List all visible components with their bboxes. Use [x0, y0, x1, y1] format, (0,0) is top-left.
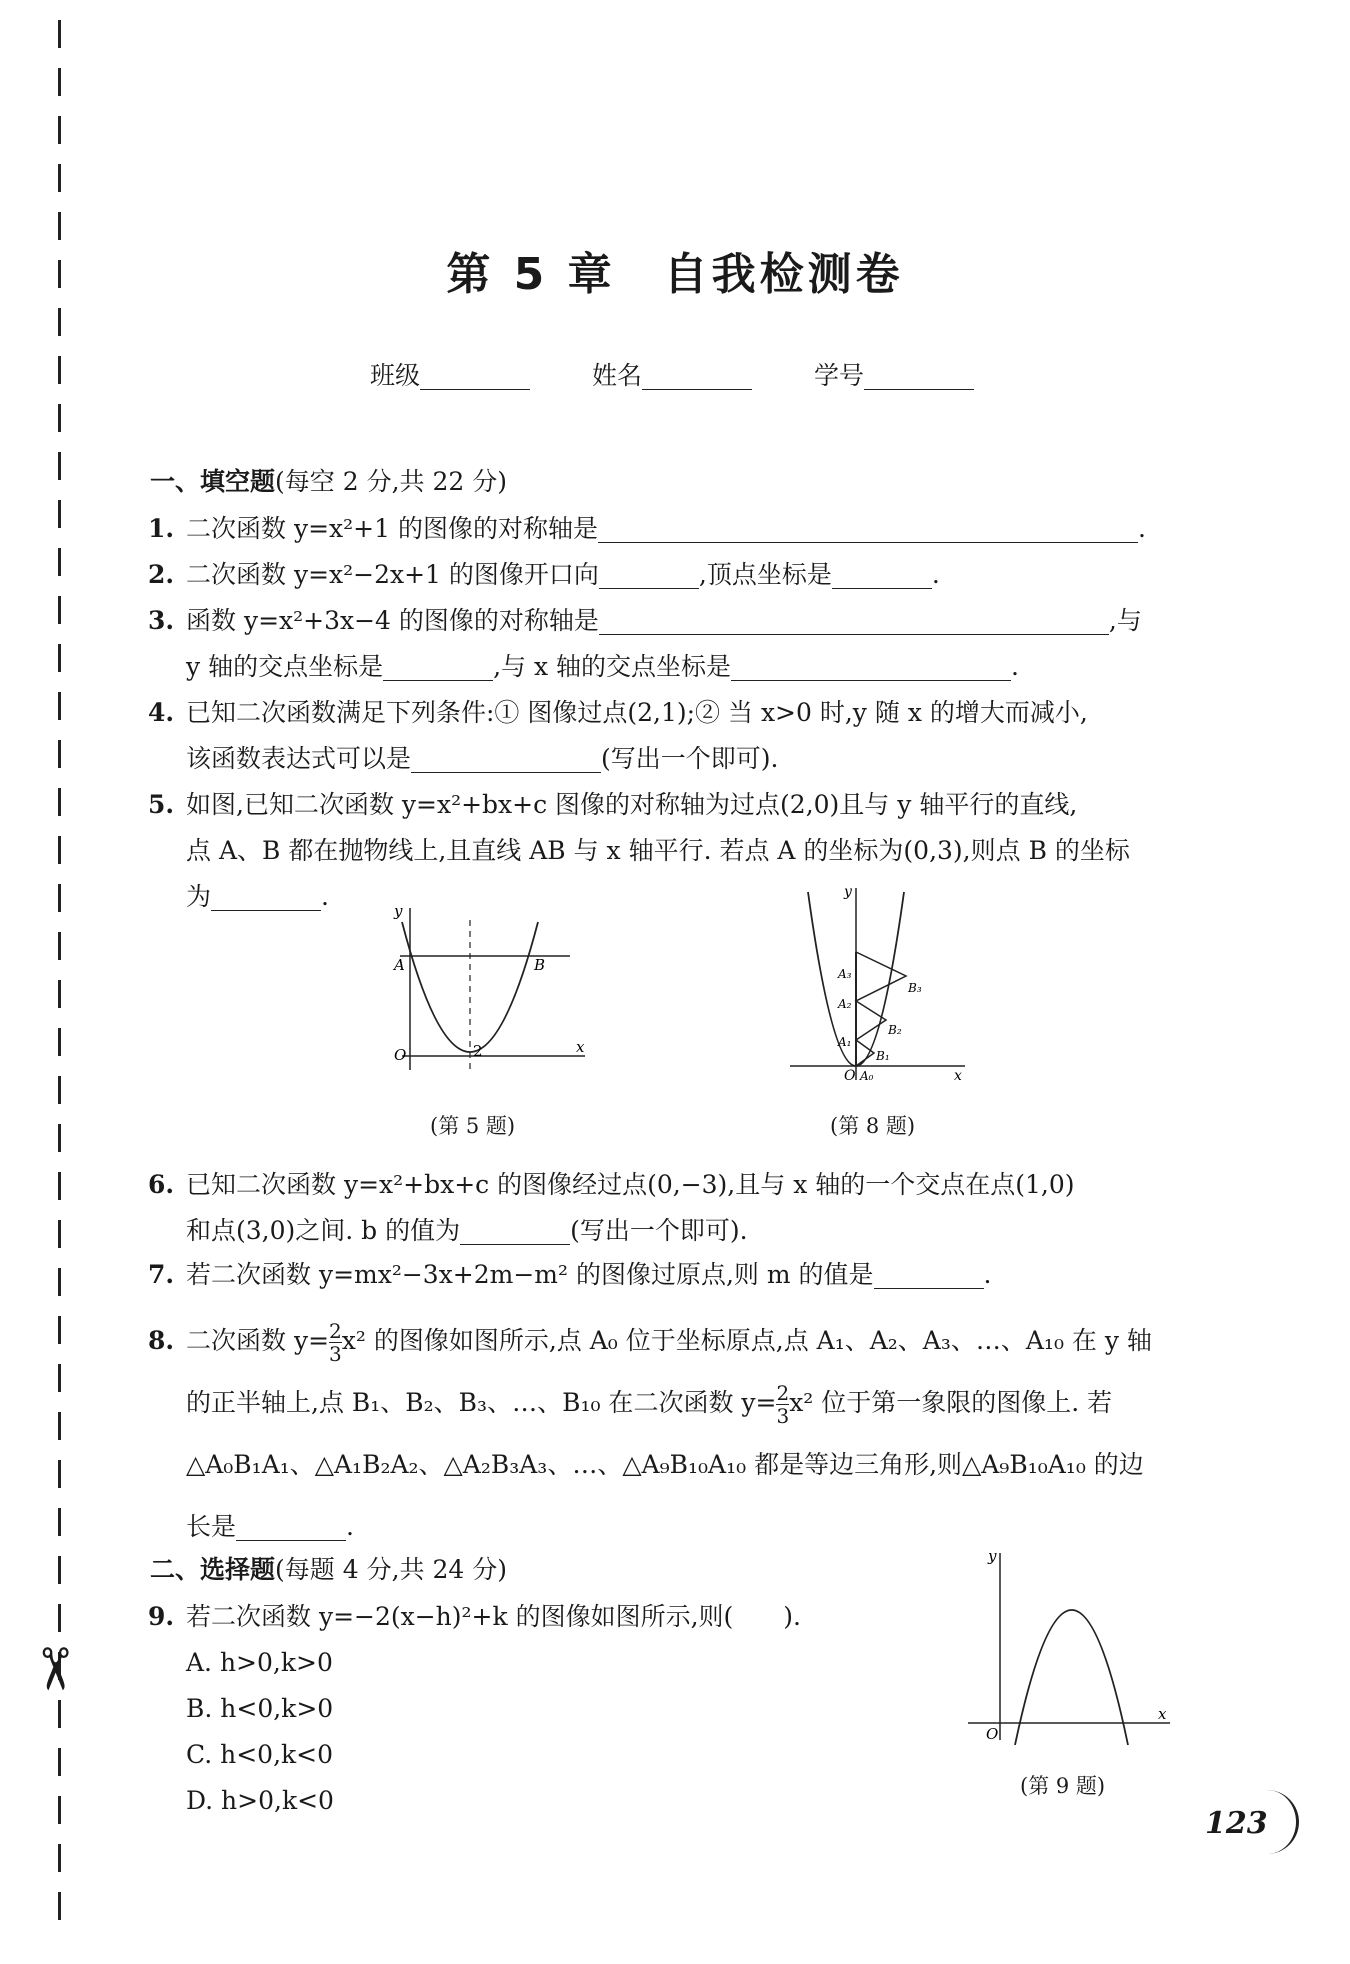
fig8-label-y: y: [844, 884, 852, 900]
fig8-label-x: x: [954, 1068, 962, 1084]
fig5-label-x: x: [576, 1038, 585, 1056]
chapter-label: 第 5 章: [446, 249, 616, 300]
q2-blank-1[interactable]: [599, 562, 699, 589]
q9-option-a[interactable]: A. h>0,k>0: [186, 1648, 333, 1677]
fig9-label-x: x: [1158, 1705, 1167, 1723]
fig8-label-a1: A₁: [838, 1035, 852, 1049]
class-label: 班级: [370, 361, 421, 390]
question-1: 1. 二次函数 y=x²+1 的图像的对称轴是 .: [148, 514, 1146, 543]
fig5-label-2: 2: [473, 1042, 483, 1060]
fig9-label-y: y: [988, 1547, 997, 1565]
student-info: [370, 356, 1028, 392]
page-number-arc: [1262, 1790, 1299, 1854]
question-9: 9. 若二次函数 y=−2(x−h)²+k 的图像如图所示,则( ).: [148, 1602, 801, 1631]
class-blank[interactable]: [420, 363, 530, 390]
fig5-label-o: O: [394, 1046, 407, 1064]
figure-8: [780, 880, 980, 1090]
q6-blank[interactable]: [460, 1218, 570, 1245]
q8-blank[interactable]: [236, 1514, 346, 1541]
page-number: 123: [1205, 1806, 1268, 1841]
q8-fraction-2: $\frac{2}{3}$: [776, 1381, 790, 1428]
section-2-heading: 二、选择题(每题 4 分,共 24 分): [150, 1555, 507, 1584]
id-label: 学号: [813, 361, 864, 390]
q5-blank[interactable]: [211, 884, 321, 911]
fig5-label-y: y: [394, 902, 403, 920]
q9-option-d[interactable]: D. h>0,k<0: [186, 1786, 334, 1815]
fig8-label-a0: A₀: [860, 1069, 874, 1083]
fig9-label-o: O: [986, 1725, 999, 1743]
question-6: 6. 已知二次函数 y=x²+bx+c 的图像经过点(0,−3),且与 x 轴的一个交点在点(1,0) 和点(3,0)之间. b 的值为 (写出一个即可).: [148, 1170, 1075, 1245]
figure-5: [380, 900, 600, 1080]
fig8-label-o: O: [844, 1068, 856, 1084]
q8-fraction-1: $\frac{2}{3}$: [329, 1319, 342, 1366]
name-label: 姓名: [591, 361, 642, 390]
figure-8-caption: (第 8 题): [830, 1114, 916, 1138]
q2-blank-2[interactable]: [832, 562, 932, 589]
fig9-parabola: [1015, 1610, 1128, 1745]
fig8-label-b3: B₃: [908, 981, 922, 995]
fig8-label-a2: A₂: [838, 997, 852, 1011]
page-title: [0, 238, 1350, 302]
q7-blank[interactable]: [874, 1262, 984, 1289]
figure-9-caption: (第 9 题): [1020, 1774, 1106, 1798]
fig8-label-b1: B₁: [876, 1049, 890, 1063]
question-3: 3. 函数 y=x²+3x−4 的图像的对称轴是 ,与 y 轴的交点坐标是 ,与 x 轴的交点坐标是 .: [148, 606, 1142, 681]
question-4: 4. 已知二次函数满足下列条件:① 图像过点(2,1);② 当 x>0 时,y 随 x 的增大而减小, 该函数表达式可以是 (写出一个即可).: [148, 698, 1088, 773]
q3-blank-3[interactable]: [731, 654, 1011, 681]
question-8: 8. 二次函数 y= $\frac{2}{3}$ x² 的图像如图所示,点 A₀ 位于坐标原点,点 A₁、A₂、A₃、…、A₁₀ 在 y 轴 的正半轴上,点 B₁、B₂、B₃、…、B₁₀ 在二次函数 y= $\frac{2}{3}$ x² 位于第一象限的图像上. 若 △A₀B₁A₁、△A₁B₂A₂、△A₂B₃A₃、…、△A₉B₁₀A₁₀ 都是等边三角形,则△A₉B₁₀A₁₀ 的边 长是 .: [148, 1319, 1152, 1541]
q9-option-b[interactable]: B. h<0,k>0: [186, 1694, 334, 1723]
q4-blank[interactable]: [411, 746, 601, 773]
q1-blank[interactable]: [598, 516, 1138, 543]
fig5-label-a: A: [394, 956, 405, 974]
figure-5-caption: (第 5 题): [430, 1114, 516, 1138]
section-1-heading: 一、填空题(每空 2 分,共 22 分): [150, 467, 507, 496]
name-blank[interactable]: [642, 363, 752, 390]
question-2: 2. 二次函数 y=x²−2x+1 的图像开口向 ,顶点坐标是 .: [148, 560, 940, 589]
fig5-label-b: B: [534, 956, 546, 974]
q3-blank-2[interactable]: [383, 654, 493, 681]
question-5: 5. 如图,已知二次函数 y=x²+bx+c 图像的对称轴为过点(2,0)且与 y 轴平行的直线, 点 A、B 都在抛物线上,且直线 AB 与 x 轴平行. 若点 A 的坐标为(0,3),则点 B 的坐标 为 .: [148, 790, 1130, 911]
fig8-label-b2: B₂: [888, 1023, 902, 1037]
scissors-icon: ✂: [20, 1644, 89, 1694]
fig8-label-a3: A₃: [838, 967, 852, 981]
q9-option-c[interactable]: C. h<0,k<0: [186, 1740, 334, 1769]
question-7: 7. 若二次函数 y=mx²−3x+2m−m² 的图像过原点,则 m 的值是 .: [148, 1260, 992, 1289]
id-blank[interactable]: [864, 363, 974, 390]
q3-blank-1[interactable]: [599, 608, 1109, 635]
figure-9: [960, 1545, 1180, 1745]
title-name: 自我检测卷: [663, 249, 904, 300]
